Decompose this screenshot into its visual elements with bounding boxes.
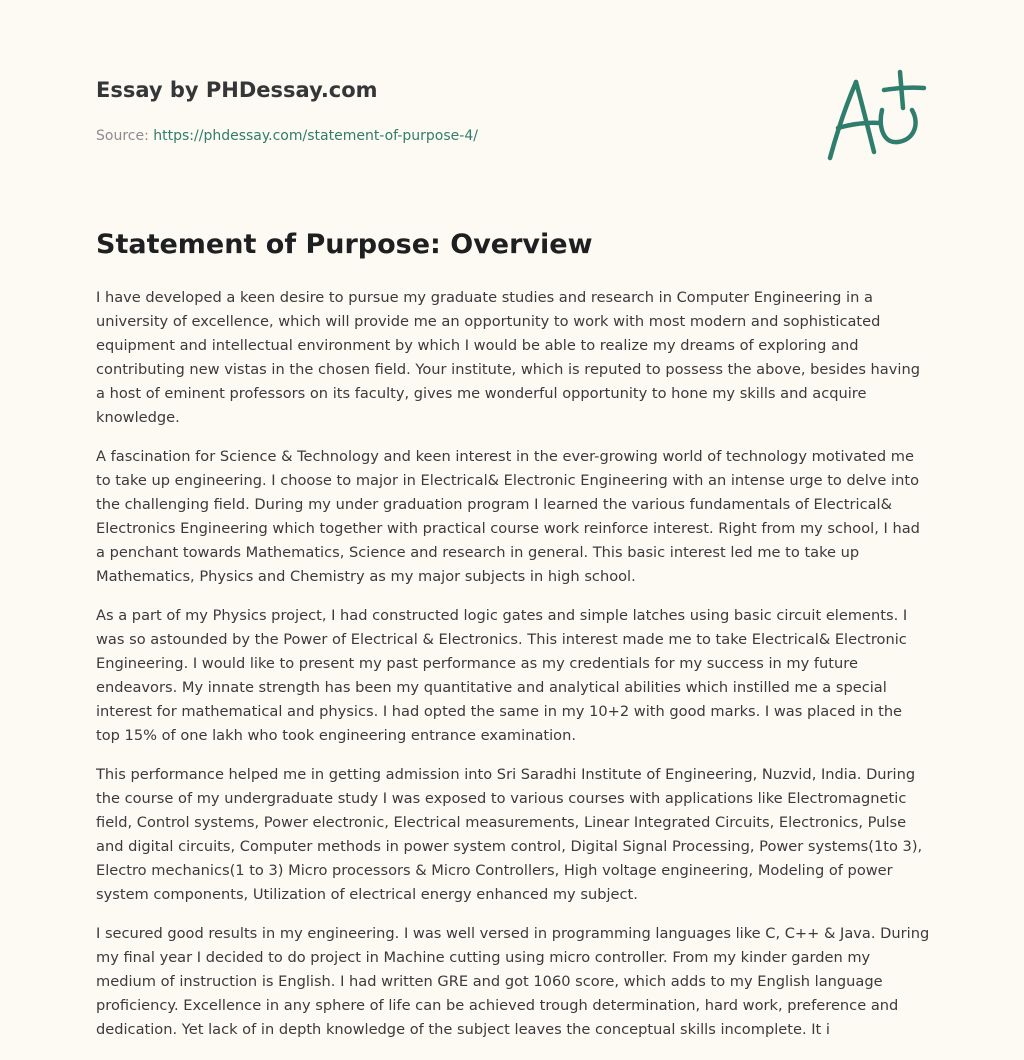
essay-paragraph: I have developed a keen desire to pursue my graduate studies and research in Computer Engineering in a university of excellence, which will provide me an opportunity to work with most modern and sophisticated equipment and intellectual environment by which I would be able to realize my dreams of exploring and contributing new vistas in the chosen field. Your institute, which is reputed to possess the above, besides having a host of eminent professors on its faculty, gives me wonderful opportunity to hone my skills and acquire knowledge. xyxy=(96,289,920,426)
essay-paragraph: A fascination for Science & Technology and keen interest in the ever-growing world of technology motivated me to take up engineering. I choose to major in Electrical& Electronic Engineering with an intense urge to delve into the challenging field. During my under graduation program I learned the various fundamentals of Electrical& Electronics Engineering which together with practical course work reinforce interest. Right from my school, I had a penchant towards Mathematics, Science and research in general. This basic interest led me to take up Mathematics, Physics and Chemistry as my major subjects in high school. xyxy=(96,448,920,585)
essay-paragraph: I secured good results in my engineering. I was well versed in programming languages like C, C++ & Java. During my final year I decided to do project in Machine cutting using micro controller. From my kinder garden my medium of instruction is English. I had written GRE and got 1060 score, which adds to my English language proficiency. Excellence in any sphere of life can be achieved trough determination, hard work, preference and dedication. Yet lack of in depth knowledge of the subject leaves the conceptual skills incomplete. It i xyxy=(96,925,930,1038)
source-line xyxy=(96,126,796,146)
source-label: Source: xyxy=(96,128,154,144)
a-plus-grade-icon xyxy=(822,66,930,166)
essay-paragraph: As a part of my Physics project, I had constructed logic gates and simple latches using basic circuit elements. I was so astounded by the Power of Electrical & Electronics. This interest made me to take Electrical& Electronic Engineering. I would like to present my past performance as my credentials for my success in my future endeavors. My innate strength has been my quantitative and analytical abilities which instilled me a special interest for mathematical and physics. I had opted the same in my 10+2 with good marks. I was placed in the top 15% of one lakh who took engineering entrance examination. xyxy=(96,607,908,744)
essay-paragraph: This performance helped me in getting admission into Sri Saradhi Institute of Engineering, Nuzvid, India. During the course of my undergraduate study I was exposed to various courses with applications like Electromagnetic field, Control systems, Power electronic, Electrical measurements, Linear Integrated Circuits, Electronics, Pulse and digital circuits, Computer methods in power system control, Digital Signal Processing, Power systems(1to 3), Electro mechanics(1 to 3) Micro processors & Micro Controllers, High voltage engineering, Modeling of power system components, Utilization of electrical energy enhanced my subject. xyxy=(96,766,923,903)
site-title: Essay by PHDessay.com xyxy=(96,78,378,102)
essay-body xyxy=(96,286,930,1042)
essay-title: Statement of Purpose: Overview xyxy=(96,229,593,260)
essay-content xyxy=(96,226,930,1057)
page-header xyxy=(96,76,796,146)
source-link[interactable]: https://phdessay.com/statement-of-purpose-4/ xyxy=(153,128,478,144)
